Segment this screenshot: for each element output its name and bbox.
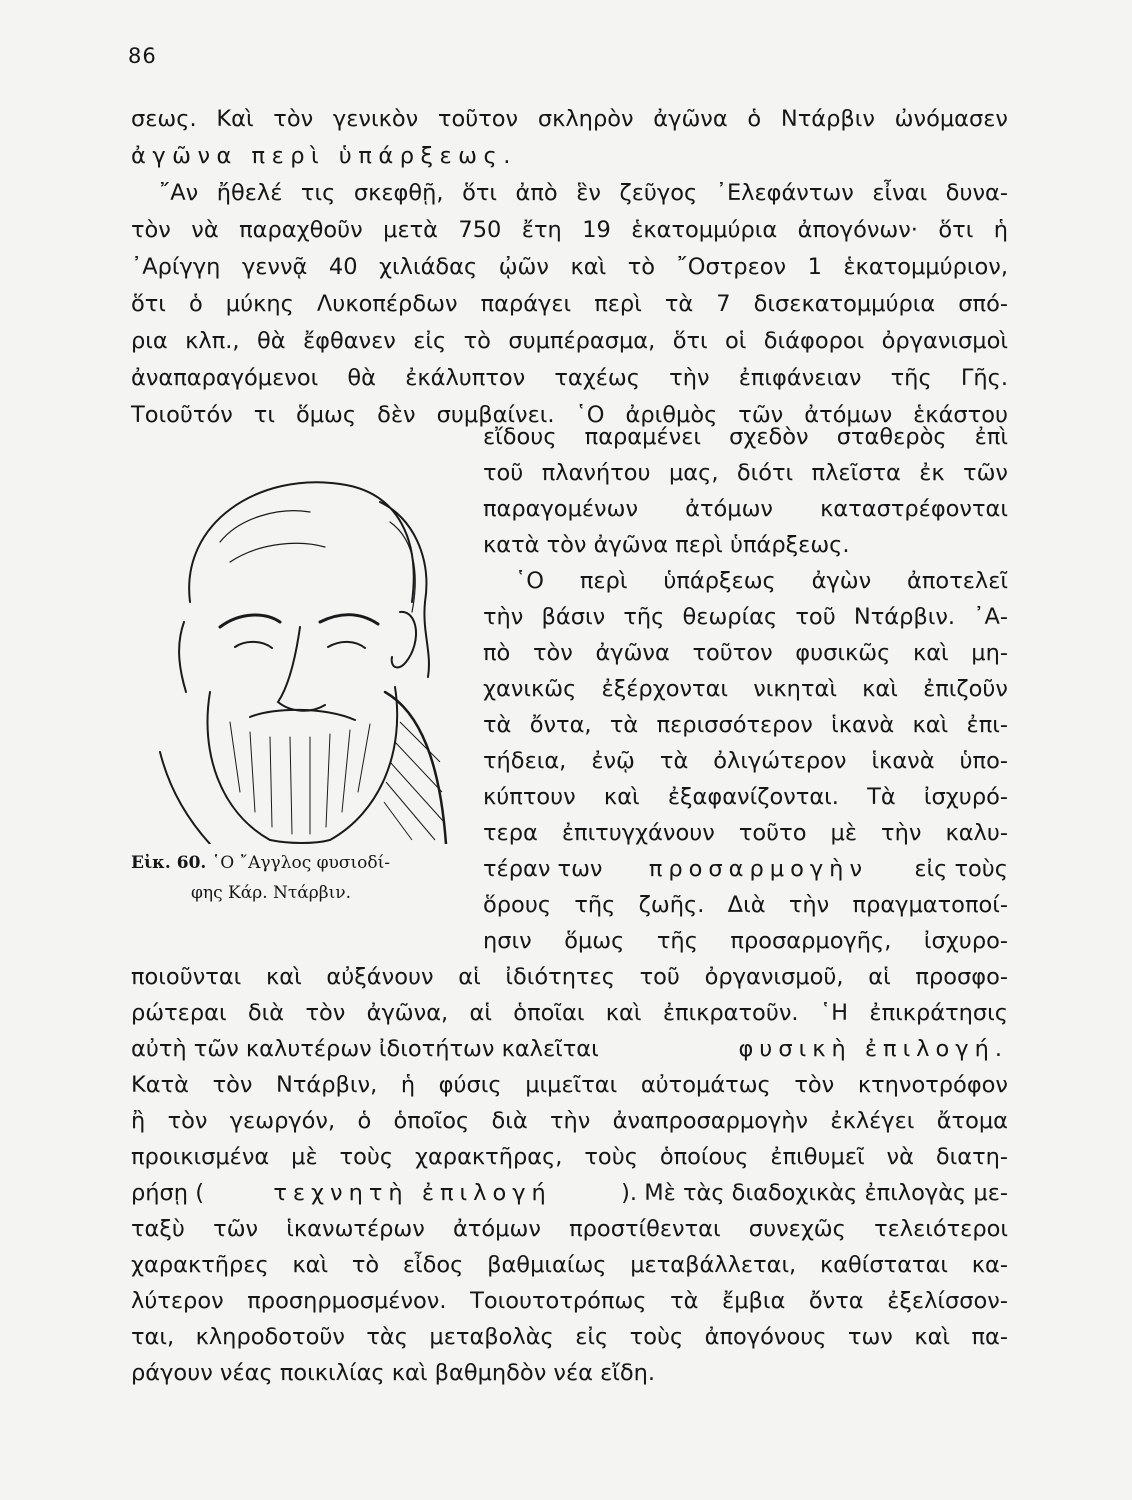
text-line: ᾿Αρίγγη γεννᾷ 40 χιλιάδας ᾠῶν καὶ τὸ ῎Οστρεον 1 ἑκατομμύριον, <box>131 254 1008 280</box>
text-segment: τέραν των <box>483 856 603 882</box>
caption-text: ῾Ο ῎Αγγλος φυσιοδί- <box>211 853 391 873</box>
text-line: ησιν ὅμως τῆς προσαρμογῆς, ἰσχυρο- <box>483 928 1008 954</box>
text-segment: εἰς τοὺς <box>914 856 1008 882</box>
text-line-emphasis: ἀγῶνα περὶ ὑπάρξεως. <box>131 143 517 169</box>
text-line: τὰ ὄντα, τὰ περισσότερον ἱκανὰ καὶ ἐπι- <box>483 712 1008 738</box>
text-segment: ). Μὲ τὰς διαδοχικὰς ἐπιλογὰς με- <box>621 1180 1008 1206</box>
text-line-mixed <box>131 1178 1008 1208</box>
darwin-portrait <box>150 462 450 844</box>
text-line: κύπτουν καὶ ἐξαφανίζονται. Τὰ ἰσχυρό- <box>483 784 1008 810</box>
caption-line <box>131 878 441 908</box>
text-line: προικισμένα μὲ τοὺς χαρακτῆρας, τοὺς ὁποίους ἐπιθυμεῖ νὰ διατη- <box>131 1144 1008 1170</box>
text-line-mixed <box>131 1034 1008 1064</box>
text-segment: ρήσῃ ( <box>131 1180 204 1206</box>
text-line: ἢ τὸν γεωργόν, ὁ ὁποῖος διὰ τὴν ἀναπροσαρμογὴν ἐκλέγει ἄτομα <box>131 1108 1008 1134</box>
text-line: ρώτεραι διὰ τὸν ἀγῶνα, αἱ ὁποῖαι καὶ ἐπικρατοῦν. ῾Η ἐπικράτησις <box>131 1000 1008 1026</box>
text-line: ὅτι ὁ μύκης Λυκοπέρδων παράγει περὶ τὰ 7 δισεκατομμύρια σπό- <box>131 291 1008 317</box>
text-line: ποιοῦνται καὶ αὐξάνουν αἱ ἰδιότητες τοῦ ὀργανισμοῦ, αἱ προσφο- <box>131 964 1008 990</box>
text-line: τὴν βάσιν τῆς θεωρίας τοῦ Ντάρβιν. ᾿Α- <box>483 604 1008 630</box>
text-emphasis: φυσικὴ ἐπιλογή. <box>738 1036 1008 1062</box>
text-line: εἴδους παραμένει σχεδὸν σταθερὸς ἐπὶ <box>483 424 1008 450</box>
text-line: ῾Ο περὶ ὑπάρξεως ἀγὼν ἀποτελεῖ <box>515 568 1008 594</box>
text-line: τερα ἐπιτυγχάνουν τοῦτο μὲ τὴν καλυ- <box>483 820 1008 846</box>
text-line: ῎Αν ἤθελέ τις σκεφθῇ, ὅτι ἀπὸ ἓν ζεῦγος ᾿Ελεφάντων εἶναι δυνα- <box>159 180 1008 206</box>
text-line: τοῦ πλανήτου μας, διότι πλεῖστα ἐκ τῶν <box>483 460 1008 486</box>
text-line-mixed <box>483 854 1008 884</box>
head-outline <box>189 482 414 602</box>
text-line: σεως. Καὶ τὸν γενικὸν τοῦτον σκληρὸν ἀγῶνα ὁ Ντάρβιν ὠνόμασεν <box>131 106 1008 132</box>
page-number: 86 <box>128 44 157 68</box>
text-line: ται, κληροδοτοῦν τὰς μεταβολὰς εἰς τοὺς ἀπογόνους των καὶ πα- <box>131 1324 1008 1350</box>
text-line: Κατὰ τὸν Ντάρβιν, ἡ φύσις μιμεῖται αὐτομάτως τὸν κτηνοτρόφον <box>131 1072 1008 1098</box>
text-line: ὅρους τῆς ζωῆς. Διὰ τὴν πραγματοποί- <box>483 892 1008 918</box>
coat-outline <box>385 692 446 844</box>
text-line: χανικῶς ἐξέρχονται νικηταὶ καὶ ἐπιζοῦν <box>483 676 1008 702</box>
caption-line <box>131 848 441 878</box>
text-line: πὸ τὸν ἀγῶνα τοῦτον φυσικῶς καὶ μη- <box>483 640 1008 666</box>
text-segment: αὐτὴ τῶν καλυτέρων ἰδιοτήτων καλεῖται <box>131 1036 599 1062</box>
text-line: τὸν νὰ παραχθοῦν μετὰ 750 ἔτη 19 ἑκατομμύρια ἀπογόνων· ὅτι ἡ <box>131 217 1008 243</box>
text-emphasis: προσαρμογὴν <box>648 856 869 882</box>
text-emphasis: τεχνητὴ ἐπιλογή <box>273 1180 552 1206</box>
text-line: ρια κλπ., θὰ ἔφθανεν εἰς τὸ συμπέρασμα, ὅτι οἱ διάφοροι ὀργανισμοὶ <box>131 328 1008 354</box>
text-line: χαρακτῆρες καὶ τὸ εἶδος βαθμιαίως μεταβάλλεται, καθίσταται κα- <box>131 1252 1008 1278</box>
caption-text: φης Κάρ. Ντάρβιν. <box>191 883 351 903</box>
text-line: ράγουν νέας ποικιλίας καὶ βαθμηδὸν νέα εἴδη. <box>131 1360 656 1386</box>
text-line: λύτερον προσηρμοσμένον. Τοιουτοτρόπως τὰ ἔμβια ὄντα ἐξελίσσον- <box>131 1288 1008 1314</box>
figure-caption <box>131 848 441 908</box>
text-line: τήδεια, ἐνῷ τὰ ὀλιγώτερον ἱκανὰ ὑπο- <box>483 748 1008 774</box>
text-line: παραγομένων ἀτόμων καταστρέφονται <box>483 496 1008 522</box>
text-line: Τοιοῦτόν τι ὅμως δὲν συμβαίνει. ῾Ο ἀριθμὸς τῶν ἀτόμων ἑκάστου <box>131 402 1008 428</box>
text-line: κατὰ τὸν ἀγῶνα περὶ ὑπάρξεως. <box>483 532 850 558</box>
text-line: ἀναπαραγόμενοι θὰ ἐκάλυπτον ταχέως τὴν ἐπιφάνειαν τῆς Γῆς. <box>131 365 1008 391</box>
figure-label: Εἰκ. 60. <box>131 853 207 873</box>
text-line: ταξὺ τῶν ἱκανωτέρων ἀτόμων προστίθενται συνεχῶς τελειότεροι <box>131 1216 1008 1242</box>
